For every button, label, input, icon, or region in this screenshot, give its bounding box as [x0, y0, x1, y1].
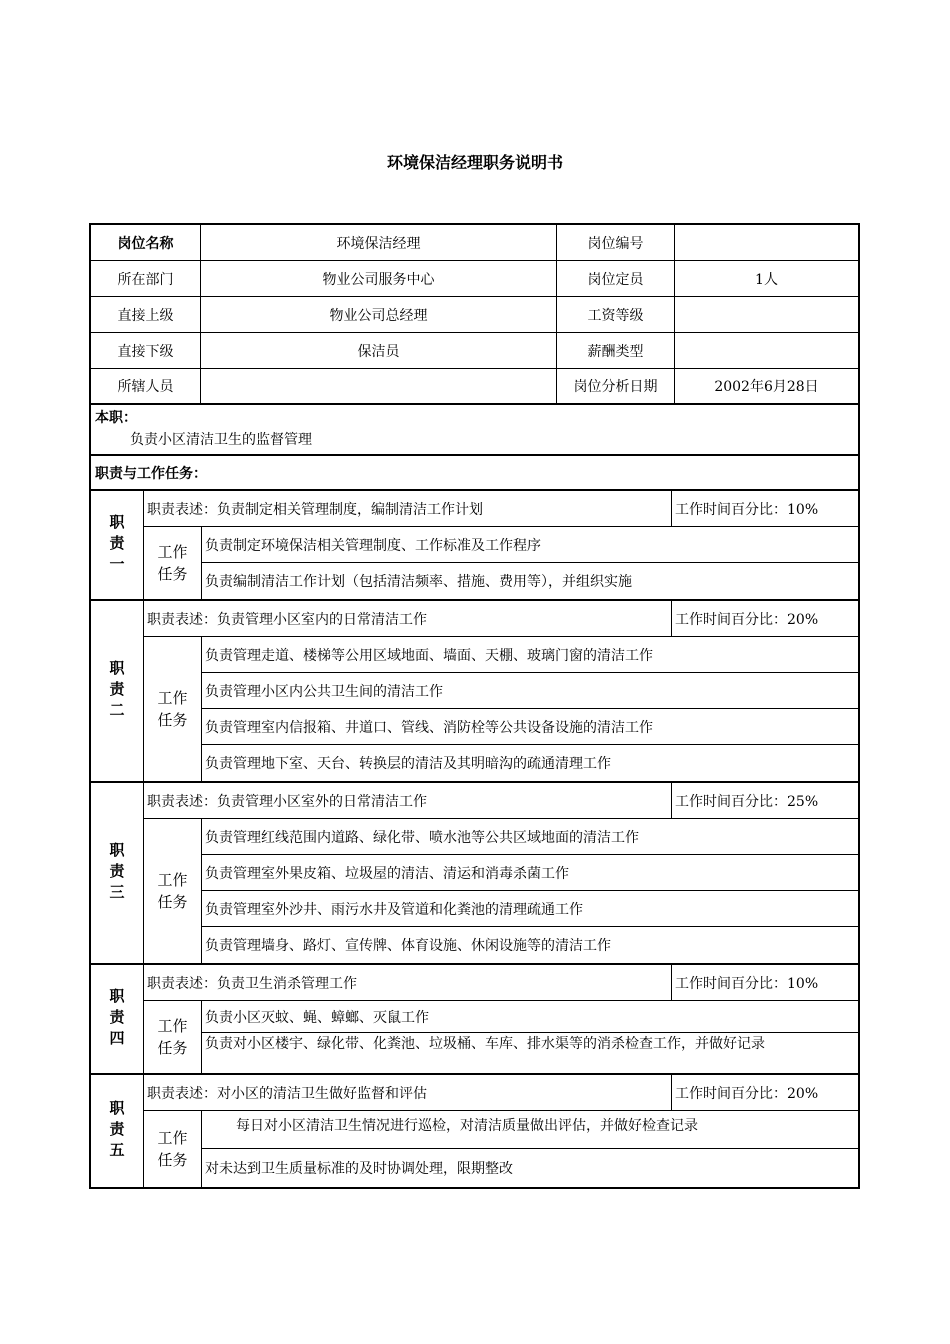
task-item: 负责管理室外果皮箱、垃圾屋的清洁、清运和消毒杀菌工作 [202, 855, 858, 891]
duty-description: 职责表述：对小区的清洁卫生做好监督和评估 [144, 1075, 672, 1110]
info-value [675, 225, 858, 260]
duty-name: 职责一 [107, 513, 126, 577]
task-item: 负责小区灭蚊、蝇、蟑螂、灭鼠工作 [202, 1001, 858, 1033]
task-item: 每日对小区清洁卫生情况进行巡检，对清洁质量做出评估，并做好检查记录 [202, 1111, 858, 1149]
duty-description: 职责表述：负责管理小区室外的日常清洁工作 [144, 783, 672, 818]
task-label: 工作任务 [144, 637, 202, 781]
duties-header [91, 456, 858, 491]
job-summary [91, 405, 858, 456]
task-item: 负责管理地下室、天台、转换层的清洁及其明暗沟的疏通清理工作 [205, 756, 611, 772]
info-label: 直接上级 [91, 297, 201, 332]
duty-name: 职责五 [107, 1099, 126, 1163]
info-row [91, 369, 858, 405]
info-value: 保洁员 [201, 333, 557, 368]
task-label: 工作任务 [144, 1111, 202, 1187]
info-row [91, 297, 858, 333]
duty-description: 职责表述：负责制定相关管理制度，编制清洁工作计划 [144, 491, 672, 526]
task-label: 工作任务 [144, 819, 202, 963]
job-summary-text: 负责小区清洁卫生的监督管理 [130, 432, 312, 448]
info-value [675, 333, 858, 368]
info-label: 直接下级 [91, 333, 201, 368]
info-value: 物业公司总经理 [201, 297, 557, 332]
duty-time-percentage: 工作时间百分比：20% [675, 611, 819, 628]
info-value [675, 297, 858, 332]
task-item: 负责制定环境保洁相关管理制度、工作标准及工作程序 [202, 527, 858, 563]
info-value: 2002年6月28日 [714, 379, 819, 395]
task-item: 负责管理室内信报箱、井道口、管线、消防栓等公共设备设施的清洁工作 [202, 709, 858, 745]
job-description-table [89, 223, 860, 1189]
duty-time-percentage: 工作时间百分比：10% [675, 975, 819, 992]
task-item: 负责管理室外沙井、雨污水井及管道和化粪池的清理疏通工作 [202, 891, 858, 927]
info-label: 岗位分析日期 [557, 369, 675, 403]
info-label: 岗位名称 [91, 225, 201, 260]
info-row [91, 333, 858, 369]
task-item: 负责编制清洁工作计划（包括清洁频率、措施、费用等），并组织实施 [205, 574, 632, 590]
duty-label [91, 1075, 144, 1187]
info-value: 1人 [755, 271, 778, 288]
info-value: 物业公司服务中心 [201, 261, 557, 296]
job-summary-label: 本职： [95, 407, 137, 427]
duty-time-percentage: 工作时间百分比：25% [675, 793, 819, 810]
info-label: 岗位定员 [557, 261, 675, 296]
info-label: 岗位编号 [557, 225, 675, 260]
task-item: 对未达到卫生质量标准的及时协调处理，限期整改 [205, 1161, 513, 1177]
duty-block [91, 965, 858, 1075]
duty-description: 职责表述：负责卫生消杀管理工作 [144, 965, 672, 1000]
duty-block [91, 491, 858, 601]
duties-header-label: 职责与工作任务： [95, 463, 207, 483]
task-item: 负责管理走道、楼梯等公用区域地面、墙面、天棚、玻璃门窗的清洁工作 [202, 637, 858, 673]
info-label: 所辖人员 [91, 369, 201, 403]
duty-time-percentage: 工作时间百分比：20% [675, 1085, 819, 1102]
duty-block [91, 1075, 858, 1187]
task-item: 负责管理小区内公共卫生间的清洁工作 [202, 673, 858, 709]
duty-name: 职责三 [107, 841, 126, 905]
duty-label [91, 491, 144, 599]
duty-label [91, 783, 144, 963]
info-label: 工资等级 [557, 297, 675, 332]
page-title: 环境保洁经理职务说明书 [386, 153, 563, 172]
info-row [91, 225, 858, 261]
info-label: 所在部门 [91, 261, 201, 296]
duty-description: 职责表述：负责管理小区室内的日常清洁工作 [144, 601, 672, 636]
duty-name: 职责四 [107, 987, 126, 1051]
task-label: 工作任务 [144, 527, 202, 599]
duties-section [91, 491, 858, 1187]
duty-label [91, 601, 144, 781]
duty-name: 职责二 [107, 659, 126, 723]
task-item: 负责对小区楼宇、绿化带、化粪池、垃圾桶、车库、排水渠等的消杀检查工作，并做好记录 [205, 1036, 765, 1052]
info-value [201, 369, 557, 403]
duty-time-percentage: 工作时间百分比：10% [675, 501, 819, 518]
info-row [91, 261, 858, 297]
task-item: 负责管理红线范围内道路、绿化带、喷水池等公共区域地面的清洁工作 [202, 819, 858, 855]
duty-label [91, 965, 144, 1073]
info-value: 环境保洁经理 [201, 225, 557, 260]
duty-block [91, 601, 858, 783]
info-label: 薪酬类型 [557, 333, 675, 368]
task-label: 工作任务 [144, 1001, 202, 1073]
duty-block [91, 783, 858, 965]
task-item: 负责管理墙身、路灯、宣传牌、体育设施、休闲设施等的清洁工作 [205, 938, 611, 954]
